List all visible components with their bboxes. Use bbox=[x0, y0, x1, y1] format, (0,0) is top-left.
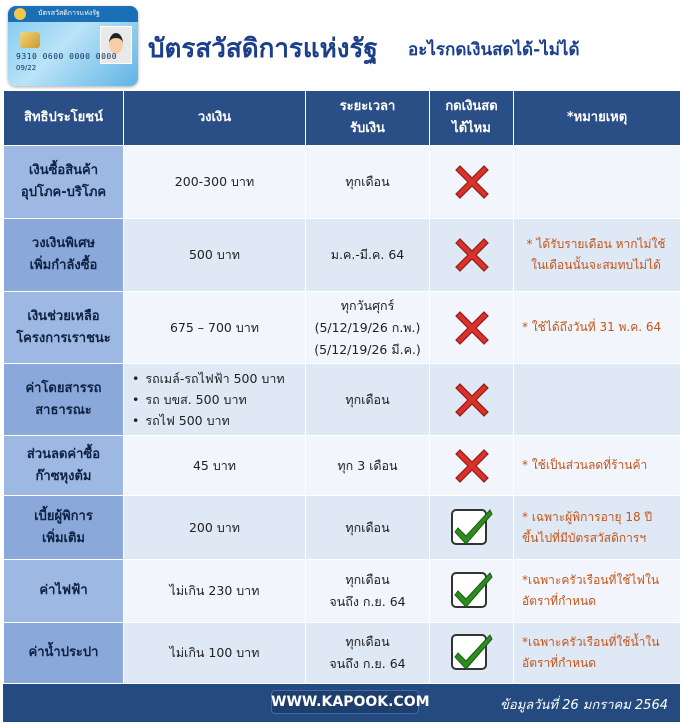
amount-cell bbox=[124, 364, 306, 436]
header-benefit: สิทธิประโยชน์ bbox=[4, 91, 124, 146]
face-icon bbox=[109, 33, 123, 54]
header-amount: วงเงิน bbox=[124, 91, 306, 146]
cross-icon bbox=[450, 160, 494, 204]
note-cell: *เฉพาะครัวเรือนที่ใช้ไฟใน อัตราที่กำหนด bbox=[514, 560, 681, 623]
page-title: บัตรสวัสดิการแห่งรัฐ bbox=[148, 34, 378, 64]
data-date: ข้อมูลวันที่ 26 มกราคม 2564 bbox=[500, 698, 668, 713]
cash-cell bbox=[430, 364, 514, 436]
period-cell: ทุกเดือน จนถึง ก.ย. 64 bbox=[306, 623, 430, 684]
note-cell bbox=[514, 146, 681, 219]
welfare-card-image bbox=[8, 6, 138, 86]
list-item: • รถไฟ 500 บาท bbox=[132, 410, 301, 431]
benefit-cell: เบี้ยผู้พิการ เพิ่มเติม bbox=[4, 496, 124, 560]
amount-cell: 45 บาท bbox=[124, 436, 306, 496]
header bbox=[0, 0, 683, 90]
check-icon bbox=[450, 569, 494, 613]
period-cell: ทุกเดือน bbox=[306, 496, 430, 560]
header-cash: กดเงินสด ได้ไหม bbox=[430, 91, 514, 146]
list-item: • รถเมล์-รถไฟฟ้า 500 บาท bbox=[132, 368, 301, 389]
table-row bbox=[4, 292, 681, 364]
period-cell: ม.ค.-มี.ค. 64 bbox=[306, 219, 430, 292]
benefit-cell: เงินซื้อสินค้า อุปโภค-บริโภค bbox=[4, 146, 124, 219]
amount-cell: 200 บาท bbox=[124, 496, 306, 560]
cash-cell bbox=[430, 146, 514, 219]
note-cell: * เฉพาะผู้พิการอายุ 18 ปี ขึ้นไปที่มีบัตรสวัสดิการฯ bbox=[514, 496, 681, 560]
benefits-table bbox=[3, 90, 681, 684]
cross-icon bbox=[450, 378, 494, 422]
emblem-icon bbox=[14, 8, 26, 20]
cash-cell bbox=[430, 623, 514, 684]
benefit-cell: ค่าโดยสารรถ สาธารณะ bbox=[4, 364, 124, 436]
check-icon bbox=[450, 631, 494, 675]
period-cell: ทุกวันศุกร์ (5/12/19/26 ก.พ.) (5/12/19/26 มี.ค.) bbox=[306, 292, 430, 364]
header-period: ระยะเวลา รับเงิน bbox=[306, 91, 430, 146]
cross-icon bbox=[450, 233, 494, 277]
cash-cell bbox=[430, 496, 514, 560]
period-cell: ทุก 3 เดือน bbox=[306, 436, 430, 496]
card-number: 9310 0600 0000 0000 bbox=[16, 52, 118, 61]
amount-cell: ไม่เกิน 100 บาท bbox=[124, 623, 306, 684]
period-cell: ทุกเดือน จนถึง ก.ย. 64 bbox=[306, 560, 430, 623]
page-subtitle: อะไรกดเงินสดได้-ไม่ได้ bbox=[408, 40, 580, 60]
note-cell: * ได้รับรายเดือน หากไม่ใช้ ในเดือนนั้นจะสมทบไม่ได้ bbox=[514, 219, 681, 292]
amount-cell: 200-300 บาท bbox=[124, 146, 306, 219]
table-row bbox=[4, 623, 681, 684]
cash-cell bbox=[430, 436, 514, 496]
footer bbox=[3, 684, 680, 722]
cross-icon bbox=[450, 306, 494, 350]
cash-cell bbox=[430, 219, 514, 292]
chip-icon bbox=[20, 32, 40, 48]
table-row bbox=[4, 560, 681, 623]
check-icon bbox=[450, 506, 494, 550]
card-top-band bbox=[8, 6, 138, 22]
amount-cell: 675 – 700 บาท bbox=[124, 292, 306, 364]
card-agency-text: บัตรสวัสดิการแห่งรัฐ bbox=[38, 9, 100, 17]
note-cell: *เฉพาะครัวเรือนที่ใช้น้ำใน อัตราที่กำหนด bbox=[514, 623, 681, 684]
fare-list bbox=[132, 368, 301, 431]
note-cell: * ใช้ได้ถึงวันที่ 31 พ.ค. 64 bbox=[514, 292, 681, 364]
list-item: • รถ บขส. 500 บาท bbox=[132, 389, 301, 410]
cash-cell bbox=[430, 560, 514, 623]
amount-cell: ไม่เกิน 230 บาท bbox=[124, 560, 306, 623]
table-header-row bbox=[4, 91, 681, 146]
benefit-cell: ค่าไฟฟ้า bbox=[4, 560, 124, 623]
period-cell: ทุกเดือน bbox=[306, 146, 430, 219]
table-row bbox=[4, 219, 681, 292]
table-row bbox=[4, 364, 681, 436]
benefit-cell: ค่าน้ำประปา bbox=[4, 623, 124, 684]
benefit-cell: เงินช่วยเหลือ โครงการเราชนะ bbox=[4, 292, 124, 364]
table-row bbox=[4, 146, 681, 219]
cross-icon bbox=[450, 444, 494, 488]
card-expiry: 09/22 bbox=[16, 64, 37, 72]
header-note: *หมายเหตุ bbox=[514, 91, 681, 146]
benefit-cell: ส่วนลดค่าซื้อ ก๊าซหุงต้ม bbox=[4, 436, 124, 496]
site-link[interactable]: WWW.KAPOOK.COM bbox=[271, 690, 419, 714]
cash-cell bbox=[430, 292, 514, 364]
period-cell: ทุกเดือน bbox=[306, 364, 430, 436]
amount-cell: 500 บาท bbox=[124, 219, 306, 292]
note-cell bbox=[514, 364, 681, 436]
note-cell: * ใช้เป็นส่วนลดที่ร้านค้า bbox=[514, 436, 681, 496]
table-row bbox=[4, 436, 681, 496]
table-row bbox=[4, 496, 681, 560]
benefit-cell: วงเงินพิเศษ เพิ่มกำลังซื้อ bbox=[4, 219, 124, 292]
